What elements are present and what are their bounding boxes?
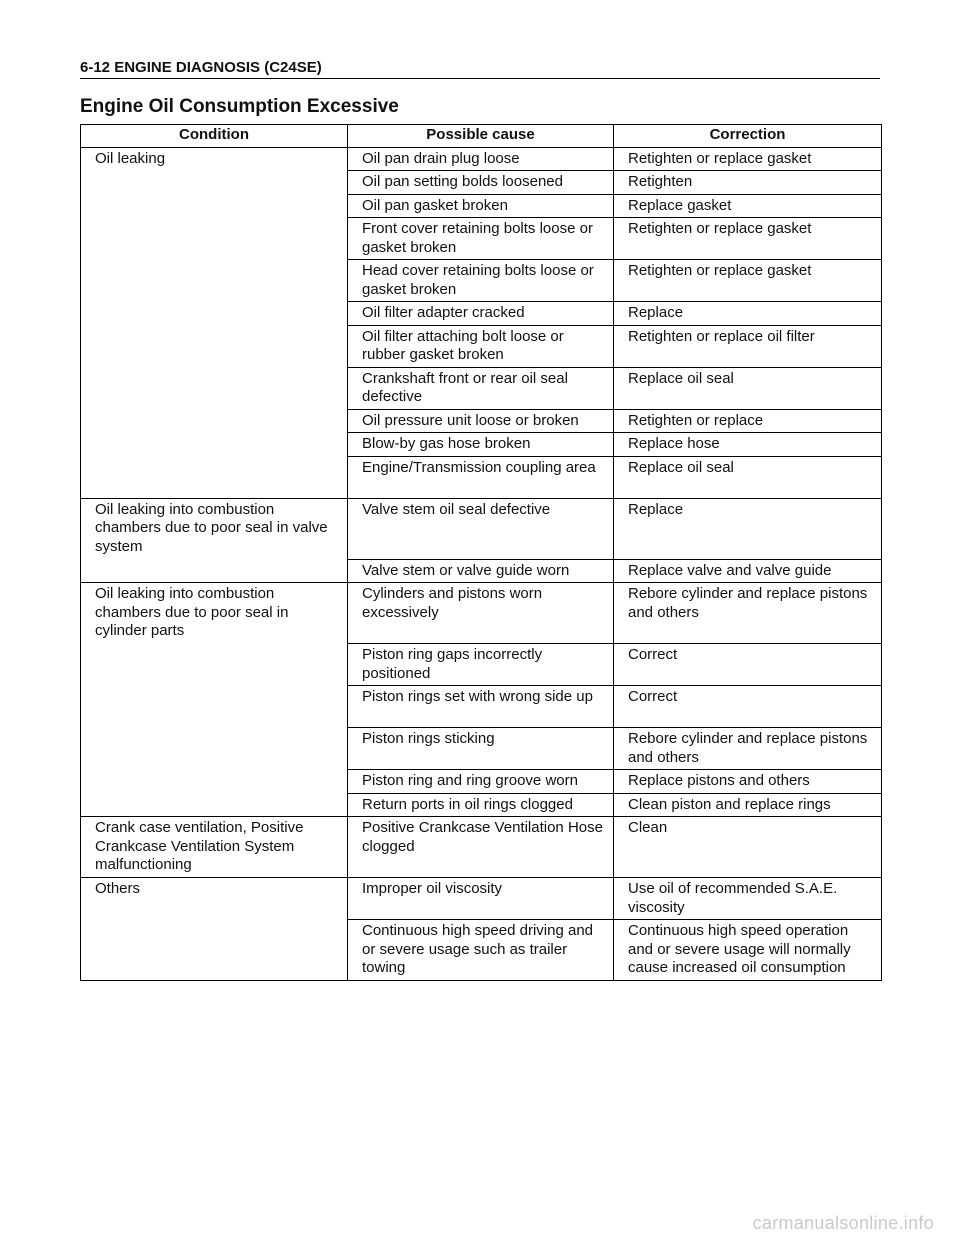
possible-cause-cell: Head cover retaining bolts loose or gasket broken — [348, 260, 614, 302]
correction-cell: Replace valve and valve guide — [614, 559, 882, 583]
correction-cell: Replace oil seal — [614, 456, 882, 498]
correction-cell: Replace oil seal — [614, 367, 882, 409]
correction-cell: Rebore cylinder and replace pistons and others — [614, 728, 882, 770]
correction-cell: Retighten or replace — [614, 409, 882, 433]
possible-cause-cell: Valve stem or valve guide worn — [348, 559, 614, 583]
correction-cell: Correct — [614, 644, 882, 686]
condition-cell: Crank case ventilation, Positive Crankcase Ventilation System malfunctioning — [81, 817, 348, 878]
possible-cause-cell: Crankshaft front or rear oil seal defective — [348, 367, 614, 409]
correction-cell: Use oil of recommended S.A.E. viscosity — [614, 878, 882, 920]
correction-cell: Replace — [614, 498, 882, 559]
page-header-text: 6-12 ENGINE DIAGNOSIS (C24SE) — [80, 59, 322, 76]
possible-cause-cell: Piston rings set with wrong side up — [348, 686, 614, 728]
table-header-row — [81, 125, 882, 148]
correction-cell: Retighten or replace gasket — [614, 260, 882, 302]
possible-cause-cell: Blow-by gas hose broken — [348, 433, 614, 457]
correction-cell: Replace gasket — [614, 194, 882, 218]
possible-cause-cell: Return ports in oil rings clogged — [348, 793, 614, 817]
possible-cause-cell: Oil filter attaching bolt loose or rubber gasket broken — [348, 325, 614, 367]
possible-cause-cell: Improper oil viscosity — [348, 878, 614, 920]
page-header — [80, 60, 880, 79]
column-header-possible-cause: Possible cause — [348, 125, 614, 148]
possible-cause-cell: Oil pressure unit loose or broken — [348, 409, 614, 433]
possible-cause-cell: Positive Crankcase Ventilation Hose clogged — [348, 817, 614, 878]
column-header-condition: Condition — [81, 125, 348, 148]
correction-cell: Retighten — [614, 171, 882, 195]
condition-cell: Oil leaking into combustion chambers due to poor seal in cylinder parts — [81, 583, 348, 817]
possible-cause-cell: Front cover retaining bolts loose or gasket broken — [348, 218, 614, 260]
possible-cause-cell: Piston ring gaps incorrectly positioned — [348, 644, 614, 686]
correction-cell: Replace pistons and others — [614, 770, 882, 794]
possible-cause-cell: Piston ring and ring groove worn — [348, 770, 614, 794]
correction-cell: Continuous high speed operation and or severe usage will normally cause increased oil consumption — [614, 920, 882, 981]
possible-cause-cell: Cylinders and pistons worn excessively — [348, 583, 614, 644]
possible-cause-cell: Oil filter adapter cracked — [348, 302, 614, 326]
correction-cell: Clean piston and replace rings — [614, 793, 882, 817]
correction-cell: Clean — [614, 817, 882, 878]
diagnosis-table — [80, 124, 882, 981]
table-row — [81, 817, 882, 878]
possible-cause-cell: Piston rings sticking — [348, 728, 614, 770]
correction-cell: Correct — [614, 686, 882, 728]
table-row — [81, 498, 882, 559]
possible-cause-cell: Continuous high speed driving and or severe usage such as trailer towing — [348, 920, 614, 981]
possible-cause-cell: Engine/Transmission coupling area — [348, 456, 614, 498]
correction-cell: Retighten or replace gasket — [614, 218, 882, 260]
correction-cell: Retighten or replace gasket — [614, 147, 882, 171]
condition-cell: Oil leaking — [81, 147, 348, 498]
correction-cell: Retighten or replace oil filter — [614, 325, 882, 367]
watermark: carmanualsonline.info — [752, 1213, 934, 1233]
table-row — [81, 583, 882, 644]
correction-cell: Replace — [614, 302, 882, 326]
correction-cell: Replace hose — [614, 433, 882, 457]
table-row — [81, 878, 882, 920]
correction-cell: Rebore cylinder and replace pistons and others — [614, 583, 882, 644]
condition-cell: Others — [81, 878, 348, 981]
possible-cause-cell: Oil pan gasket broken — [348, 194, 614, 218]
possible-cause-cell: Valve stem oil seal defective — [348, 498, 614, 559]
page-title: Engine Oil Consumption Excessive — [80, 96, 399, 117]
possible-cause-cell: Oil pan drain plug loose — [348, 147, 614, 171]
table-body — [81, 147, 882, 981]
possible-cause-cell: Oil pan setting bolds loosened — [348, 171, 614, 195]
column-header-correction: Correction — [614, 125, 882, 148]
table-row — [81, 147, 882, 171]
condition-cell: Oil leaking into combustion chambers due to poor seal in valve system — [81, 498, 348, 583]
